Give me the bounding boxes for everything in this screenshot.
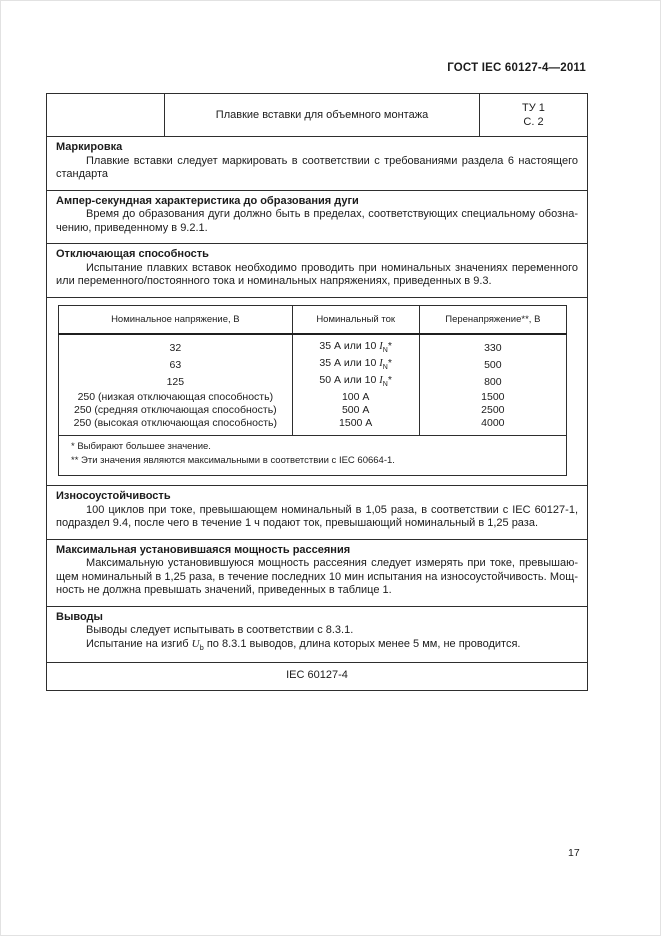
table-cell: 35 А или 10 $I_N*$ xyxy=(292,334,419,357)
title-cell-empty xyxy=(47,94,165,136)
table-cell: 125 xyxy=(166,376,185,389)
table-cell: 250 (средняя отключающая способность) xyxy=(73,404,277,417)
title-row xyxy=(47,94,587,137)
section-paragraph: Время до образования дуги должно быть в пределах, соответствующих специальному обозначению, приведенному в 9.2.1. xyxy=(56,208,578,234)
table-row xyxy=(59,417,567,436)
section-breaking-capacity xyxy=(47,244,587,298)
doc-title: Плавкие вставки для объемного монтажа xyxy=(215,109,429,121)
section-paragraph: Максимальную установившуюся мощность рассеяния следует измерять при токе, превышающем номинальный в 1,25 раза, в течение последних 10 мин испытания на износоустойчивость. Мощность не должна превышать значений, приведенных в таблице 1. xyxy=(56,557,578,597)
table-cell: 1500 А xyxy=(292,417,419,436)
table-footnotes-cell xyxy=(59,436,567,476)
footer-standard-row: IEC 60127-4 xyxy=(286,669,348,682)
section-paragraph: Выводы следует испытывать в соответствии с 8.3.1. xyxy=(86,624,354,637)
section-time-current-characteristic xyxy=(47,191,587,245)
section-ratings-table xyxy=(47,298,587,487)
table-row xyxy=(59,374,567,391)
page-number: 17 xyxy=(568,847,580,859)
table-cell: 35 А или 10 $I_N*$ xyxy=(292,357,419,374)
table-cell: 32 xyxy=(169,342,182,355)
footnote-1: * Выбирают большее значение. xyxy=(71,441,211,453)
section-marking xyxy=(47,137,587,191)
table-cell: 2500 xyxy=(419,404,566,417)
table-cell: 250 (низкая отключающая способность) xyxy=(77,391,274,404)
section-title: Износоустойчивость xyxy=(56,490,171,503)
table-cell: 500 А xyxy=(292,404,419,417)
table-footnotes-row xyxy=(59,436,567,476)
section-paragraph: 100 циклов при токе, превышающем номинальный в 1,05 раза, в соответствии с IEC 60127-1, подраздел 9.4, после чего в течение 1 ч подают ток, превышающий номинальный в 1,25 раза. xyxy=(56,503,578,530)
table-cell: 63 xyxy=(169,359,182,372)
table-cell: 100 А xyxy=(292,391,419,404)
section-paragraph: Плавкие вставки следует маркировать в соответствии с требованиями раздела 6 настоящего стандарта xyxy=(56,154,578,180)
section-title: Маркировка xyxy=(56,141,123,153)
section-paragraph: Испытание плавких вставок необходимо проводить при номинальных значениях переменного или переменного/постоянного тока и номинальных напряжениях, приведенных в 9.3. xyxy=(56,261,578,287)
doc-number-header: ГОСТ IEC 60127-4—2011 xyxy=(447,62,586,74)
section-paragraph: Испытание на изгиб $U_b$ по 8.3.1 выводов, длина которых менее 5 мм, не проводится. xyxy=(86,637,521,652)
table-row xyxy=(59,334,567,357)
section-title: Выводы xyxy=(56,610,103,623)
table-cell: 4000 xyxy=(419,417,566,436)
section-endurance xyxy=(47,486,587,540)
section-power-dissipation xyxy=(47,540,587,607)
column-header-overvoltage: Перенапряжение**, В xyxy=(419,305,566,334)
table-row xyxy=(59,404,567,417)
main-frame xyxy=(46,93,588,691)
section-terminals xyxy=(47,607,587,664)
section-title: Максимальная установившаяся мощность рассеяния xyxy=(56,543,351,556)
table-row xyxy=(59,391,567,404)
doc-ref-page: С. 2 xyxy=(523,116,544,128)
table-cell: 250 (высокая отключающая способность) xyxy=(73,417,278,430)
column-header-voltage: Номинальное напряжение, В xyxy=(59,305,293,334)
footnote-2: ** Эти значения являются максимальными в соответствии с IEC 60664-1. xyxy=(71,455,395,467)
voltage-current-table xyxy=(58,305,567,477)
table-cell: 330 xyxy=(419,334,566,357)
table-cell: 500 xyxy=(419,357,566,374)
table-row xyxy=(59,357,567,374)
table-cell: 800 xyxy=(419,374,566,391)
section-title: Ампер-секундная характеристика до образования дуги xyxy=(56,194,359,207)
column-header-current: Номинальный ток xyxy=(292,305,419,334)
table-cell: 1500 xyxy=(419,391,566,404)
doc-ref-cell xyxy=(479,94,587,136)
table-header-row xyxy=(59,305,567,334)
section-title: Отключающая способность xyxy=(56,248,209,260)
table-cell: 50 А или 10 $I_N*$ xyxy=(292,374,419,391)
doc-ref-tu: ТУ 1 xyxy=(522,102,545,114)
